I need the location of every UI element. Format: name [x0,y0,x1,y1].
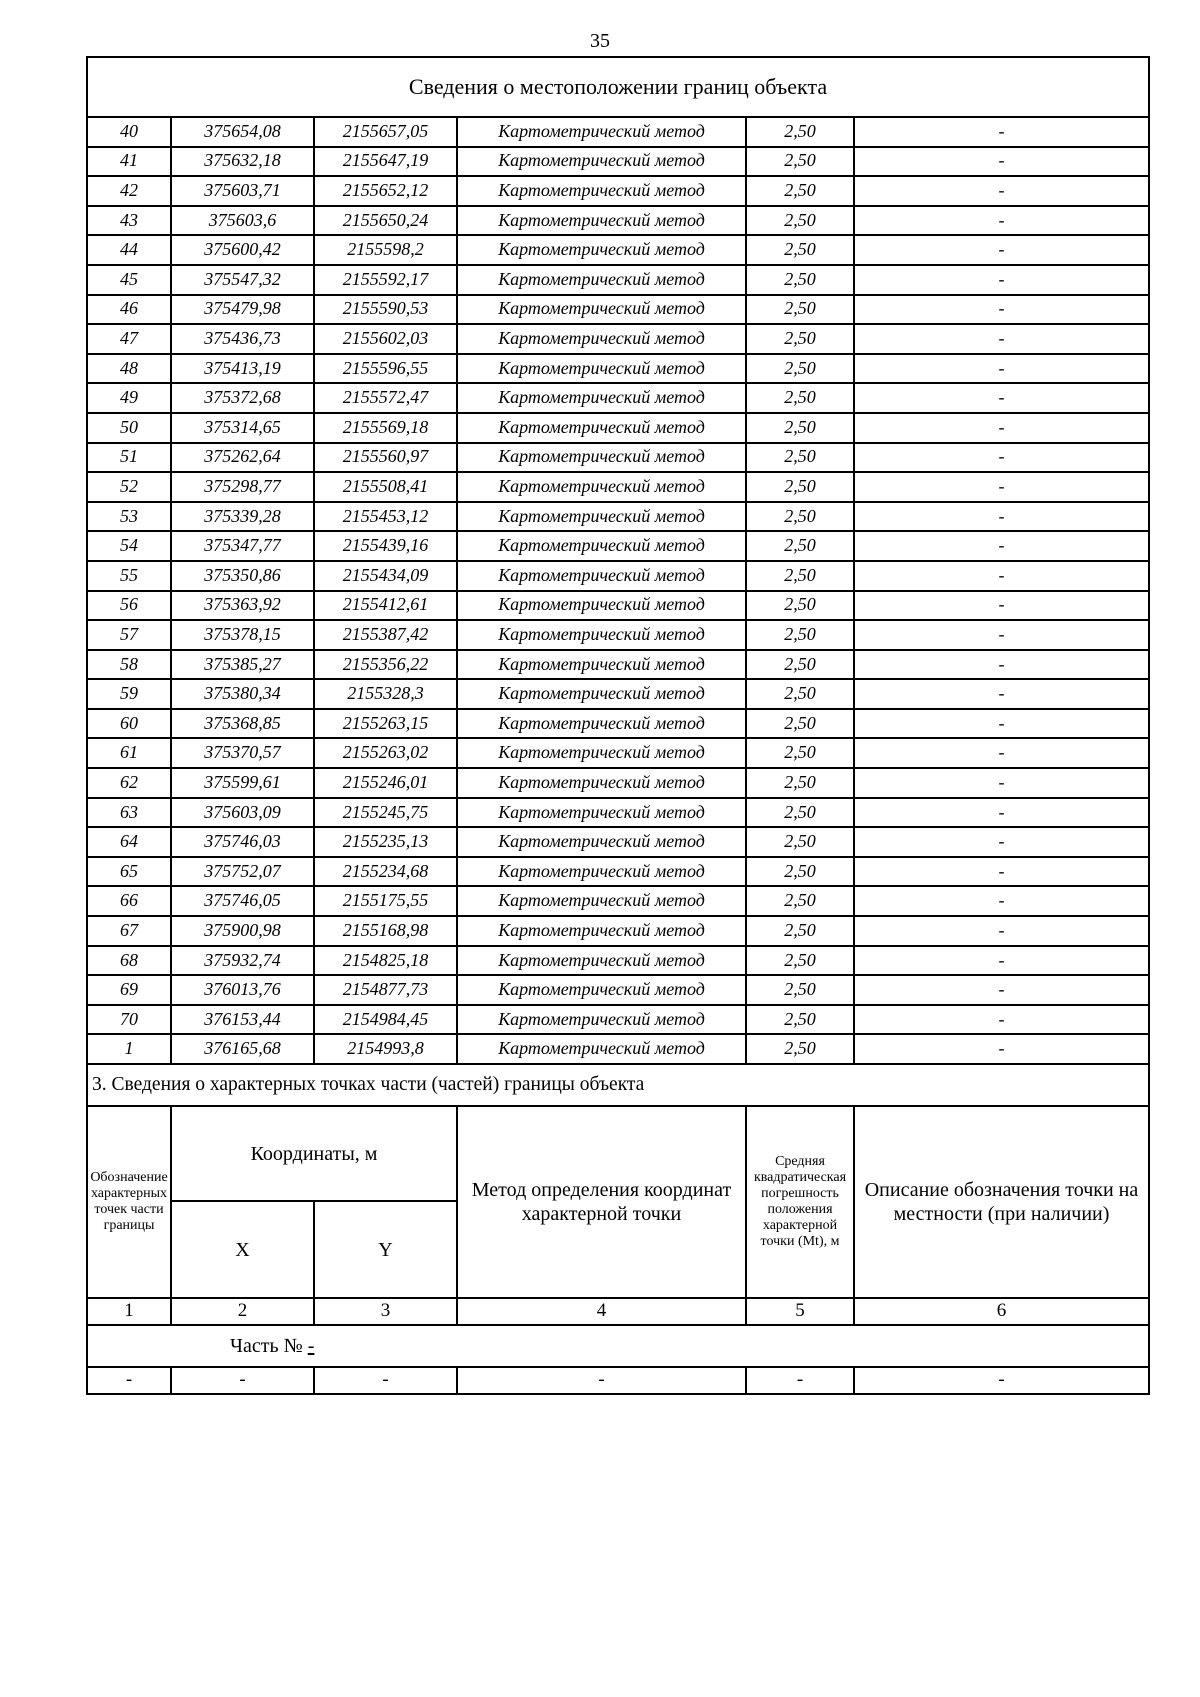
coord-x-cell: 375413,19 [171,354,314,384]
method-cell: Картометрический метод [457,591,746,621]
description-cell: - [854,443,1149,473]
point-number-cell: 64 [87,827,171,857]
description-cell: - [854,946,1149,976]
table-row [87,147,1149,177]
empty-cell: - [746,1367,854,1394]
column-number-row [87,1298,1149,1325]
coord-y-cell: 2155412,61 [314,591,457,621]
coord-y-cell: 2155175,55 [314,886,457,916]
coord-x-cell: 375380,34 [171,679,314,709]
point-number-cell: 56 [87,591,171,621]
coord-x-cell: 375900,98 [171,916,314,946]
point-number-cell: 53 [87,502,171,532]
method-cell: Картометрический метод [457,886,746,916]
table-row [87,413,1149,443]
coord-y-cell: 2155598,2 [314,235,457,265]
method-cell: Картометрический метод [457,502,746,532]
description-cell: - [854,502,1149,532]
coord-y-cell: 2155657,05 [314,117,457,147]
method-cell: Картометрический метод [457,413,746,443]
method-cell: Картометрический метод [457,798,746,828]
column-number: 2 [171,1298,314,1325]
coord-y-cell: 2155508,41 [314,472,457,502]
error-cell: 2,50 [746,206,854,236]
empty-cell: - [854,1367,1149,1394]
error-cell: 2,50 [746,916,854,946]
header-coordinates: Координаты, м [171,1106,457,1201]
header-y: Y [314,1201,457,1298]
point-number-cell: 67 [87,916,171,946]
empty-cell: - [171,1367,314,1394]
coord-x-cell: 375932,74 [171,946,314,976]
description-cell: - [854,295,1149,325]
description-cell: - [854,147,1149,177]
table-row [87,443,1149,473]
point-number-cell: 68 [87,946,171,976]
error-cell: 2,50 [746,235,854,265]
coord-y-cell: 2155356,22 [314,650,457,680]
point-number-cell: 58 [87,650,171,680]
coord-y-cell: 2155590,53 [314,295,457,325]
boundary-table [86,56,1150,1395]
coord-x-cell: 375603,09 [171,798,314,828]
table-row [87,591,1149,621]
description-cell: - [854,620,1149,650]
table-row [87,354,1149,384]
table-row [87,117,1149,147]
point-number-cell: 46 [87,295,171,325]
table-row [87,620,1149,650]
coord-y-cell: 2155263,02 [314,738,457,768]
coord-y-cell: 2155596,55 [314,354,457,384]
point-number-cell: 45 [87,265,171,295]
table-row [87,531,1149,561]
coord-y-cell: 2155439,16 [314,531,457,561]
method-cell: Картометрический метод [457,176,746,206]
error-cell: 2,50 [746,975,854,1005]
coord-y-cell: 2154825,18 [314,946,457,976]
error-cell: 2,50 [746,117,854,147]
point-number-cell: 42 [87,176,171,206]
table-row [87,1005,1149,1035]
table-row [87,975,1149,1005]
part-label-cell [87,1325,1149,1367]
error-cell: 2,50 [746,857,854,887]
empty-row [87,1367,1149,1394]
coord-y-cell: 2155602,03 [314,324,457,354]
table-row [87,650,1149,680]
method-cell: Картометрический метод [457,561,746,591]
method-cell: Картометрический метод [457,916,746,946]
coord-x-cell: 375752,07 [171,857,314,887]
description-cell: - [854,235,1149,265]
coord-x-cell: 375339,28 [171,502,314,532]
point-number-cell: 47 [87,324,171,354]
error-cell: 2,50 [746,827,854,857]
error-cell: 2,50 [746,561,854,591]
column-number: 5 [746,1298,854,1325]
method-cell: Картометрический метод [457,975,746,1005]
error-cell: 2,50 [746,502,854,532]
description-cell: - [854,916,1149,946]
point-number-cell: 44 [87,235,171,265]
method-cell: Картометрический метод [457,443,746,473]
method-cell: Картометрический метод [457,620,746,650]
section3-title: 3. Сведения о характерных точках части (частей) границы объекта [87,1064,1149,1106]
method-cell: Картометрический метод [457,1034,746,1064]
coord-y-cell: 2155387,42 [314,620,457,650]
coord-y-cell: 2155235,13 [314,827,457,857]
table-row [87,176,1149,206]
description-cell: - [854,472,1149,502]
coord-x-cell: 375368,85 [171,709,314,739]
method-cell: Картометрический метод [457,383,746,413]
description-cell: - [854,738,1149,768]
header-method: Метод определения координат характерной точки [457,1106,746,1298]
error-cell: 2,50 [746,531,854,561]
boundary-table-body [87,57,1149,1064]
point-number-cell: 55 [87,561,171,591]
coord-x-cell: 375372,68 [171,383,314,413]
error-cell: 2,50 [746,886,854,916]
coord-x-cell: 375370,57 [171,738,314,768]
description-cell: - [854,650,1149,680]
point-number-cell: 66 [87,886,171,916]
coord-x-cell: 375632,18 [171,147,314,177]
column-number: 1 [87,1298,171,1325]
method-cell: Картометрический метод [457,531,746,561]
part-label: Часть № [230,1335,303,1357]
description-cell: - [854,561,1149,591]
table-row [87,472,1149,502]
table-row [87,1034,1149,1064]
description-cell: - [854,679,1149,709]
method-cell: Картометрический метод [457,827,746,857]
coord-y-cell: 2155560,97 [314,443,457,473]
method-cell: Картометрический метод [457,946,746,976]
error-cell: 2,50 [746,354,854,384]
point-number-cell: 41 [87,147,171,177]
coord-x-cell: 375746,03 [171,827,314,857]
description-cell: - [854,591,1149,621]
coord-y-cell: 2155569,18 [314,413,457,443]
coord-x-cell: 375347,77 [171,531,314,561]
error-cell: 2,50 [746,176,854,206]
point-number-cell: 69 [87,975,171,1005]
table-row [87,502,1149,532]
table-row [87,235,1149,265]
error-cell: 2,50 [746,265,854,295]
description-cell: - [854,176,1149,206]
table-row [87,946,1149,976]
section3-title-row [87,1064,1149,1106]
point-number-cell: 54 [87,531,171,561]
coord-y-cell: 2155168,98 [314,916,457,946]
method-cell: Картометрический метод [457,147,746,177]
description-cell: - [854,383,1149,413]
section3-header-row [87,1106,1149,1201]
error-cell: 2,50 [746,946,854,976]
error-cell: 2,50 [746,295,854,325]
coord-y-cell: 2155245,75 [314,798,457,828]
table-row [87,827,1149,857]
section3-body [87,1064,1149,1394]
empty-cell: - [314,1367,457,1394]
description-cell: - [854,206,1149,236]
table-title-row [87,57,1149,117]
coord-x-cell: 376153,44 [171,1005,314,1035]
method-cell: Картометрический метод [457,472,746,502]
coord-y-cell: 2154877,73 [314,975,457,1005]
error-cell: 2,50 [746,383,854,413]
table-row [87,295,1149,325]
point-number-cell: 50 [87,413,171,443]
point-number-cell: 62 [87,768,171,798]
method-cell: Картометрический метод [457,650,746,680]
table-row [87,886,1149,916]
table-row [87,561,1149,591]
coord-x-cell: 375314,65 [171,413,314,443]
coord-y-cell: 2155263,15 [314,709,457,739]
column-number: 3 [314,1298,457,1325]
method-cell: Картометрический метод [457,265,746,295]
description-cell: - [854,827,1149,857]
error-cell: 2,50 [746,768,854,798]
coord-y-cell: 2155592,17 [314,265,457,295]
method-cell: Картометрический метод [457,857,746,887]
description-cell: - [854,324,1149,354]
coord-x-cell: 375479,98 [171,295,314,325]
description-cell: - [854,354,1149,384]
error-cell: 2,50 [746,679,854,709]
point-number-cell: 49 [87,383,171,413]
coord-y-cell: 2155246,01 [314,768,457,798]
table-row [87,857,1149,887]
error-cell: 2,50 [746,1005,854,1035]
coord-y-cell: 2155328,3 [314,679,457,709]
point-number-cell: 43 [87,206,171,236]
description-cell: - [854,798,1149,828]
part-row [87,1325,1149,1367]
error-cell: 2,50 [746,798,854,828]
method-cell: Картометрический метод [457,768,746,798]
point-number-cell: 52 [87,472,171,502]
error-cell: 2,50 [746,738,854,768]
table-row [87,916,1149,946]
method-cell: Картометрический метод [457,354,746,384]
table-title: Сведения о местоположении границ объекта [87,57,1149,117]
method-cell: Картометрический метод [457,679,746,709]
method-cell: Картометрический метод [457,206,746,236]
table-row [87,265,1149,295]
coord-y-cell: 2155453,12 [314,502,457,532]
error-cell: 2,50 [746,443,854,473]
error-cell: 2,50 [746,1034,854,1064]
coord-x-cell: 375603,71 [171,176,314,206]
table-row [87,709,1149,739]
error-cell: 2,50 [746,324,854,354]
point-number-cell: 48 [87,354,171,384]
column-number: 6 [854,1298,1149,1325]
point-number-cell: 57 [87,620,171,650]
part-number: - [307,1335,315,1357]
empty-cell: - [457,1367,746,1394]
table-row [87,738,1149,768]
coord-y-cell: 2155572,47 [314,383,457,413]
description-cell: - [854,886,1149,916]
table-row [87,324,1149,354]
coord-y-cell: 2155234,68 [314,857,457,887]
description-cell: - [854,709,1149,739]
coord-y-cell: 2155652,12 [314,176,457,206]
description-cell: - [854,768,1149,798]
description-cell: - [854,413,1149,443]
coord-x-cell: 375378,15 [171,620,314,650]
description-cell: - [854,975,1149,1005]
point-number-cell: 61 [87,738,171,768]
description-cell: - [854,857,1149,887]
table-row [87,383,1149,413]
coord-x-cell: 375436,73 [171,324,314,354]
table-row [87,768,1149,798]
coord-x-cell: 375262,64 [171,443,314,473]
coord-x-cell: 375385,27 [171,650,314,680]
coord-x-cell: 375599,61 [171,768,314,798]
table-row [87,679,1149,709]
error-cell: 2,50 [746,472,854,502]
error-cell: 2,50 [746,709,854,739]
coord-y-cell: 2154993,8 [314,1034,457,1064]
table-row [87,798,1149,828]
method-cell: Картометрический метод [457,324,746,354]
coord-x-cell: 375603,6 [171,206,314,236]
header-designation: Обозначение характерных точек части границы [87,1106,171,1298]
coord-x-cell: 375547,32 [171,265,314,295]
description-cell: - [854,265,1149,295]
coord-x-cell: 375298,77 [171,472,314,502]
method-cell: Картометрический метод [457,1005,746,1035]
coord-y-cell: 2155434,09 [314,561,457,591]
point-number-cell: 59 [87,679,171,709]
coord-x-cell: 375746,05 [171,886,314,916]
error-cell: 2,50 [746,620,854,650]
header-description: Описание обозначения точки на местности (при наличии) [854,1106,1149,1298]
method-cell: Картометрический метод [457,738,746,768]
description-cell: - [854,1005,1149,1035]
point-number-cell: 70 [87,1005,171,1035]
column-number: 4 [457,1298,746,1325]
header-x: X [171,1201,314,1298]
coord-x-cell: 376013,76 [171,975,314,1005]
point-number-cell: 60 [87,709,171,739]
coord-x-cell: 375363,92 [171,591,314,621]
method-cell: Картометрический метод [457,295,746,325]
method-cell: Картометрический метод [457,235,746,265]
description-cell: - [854,1034,1149,1064]
header-error: Средняя квадратическая погрешность положения характерной точки (Mt), м [746,1106,854,1298]
error-cell: 2,50 [746,650,854,680]
method-cell: Картометрический метод [457,709,746,739]
error-cell: 2,50 [746,147,854,177]
description-cell: - [854,531,1149,561]
coord-x-cell: 375600,42 [171,235,314,265]
point-number-cell: 1 [87,1034,171,1064]
coord-y-cell: 2155650,24 [314,206,457,236]
table-row [87,206,1149,236]
error-cell: 2,50 [746,591,854,621]
point-number-cell: 51 [87,443,171,473]
page-number: 35 [590,30,610,52]
coord-y-cell: 2154984,45 [314,1005,457,1035]
method-cell: Картометрический метод [457,117,746,147]
coord-x-cell: 375350,86 [171,561,314,591]
coord-x-cell: 375654,08 [171,117,314,147]
coord-x-cell: 376165,68 [171,1034,314,1064]
empty-cell: - [87,1367,171,1394]
error-cell: 2,50 [746,413,854,443]
coord-y-cell: 2155647,19 [314,147,457,177]
description-cell: - [854,117,1149,147]
point-number-cell: 40 [87,117,171,147]
point-number-cell: 63 [87,798,171,828]
point-number-cell: 65 [87,857,171,887]
